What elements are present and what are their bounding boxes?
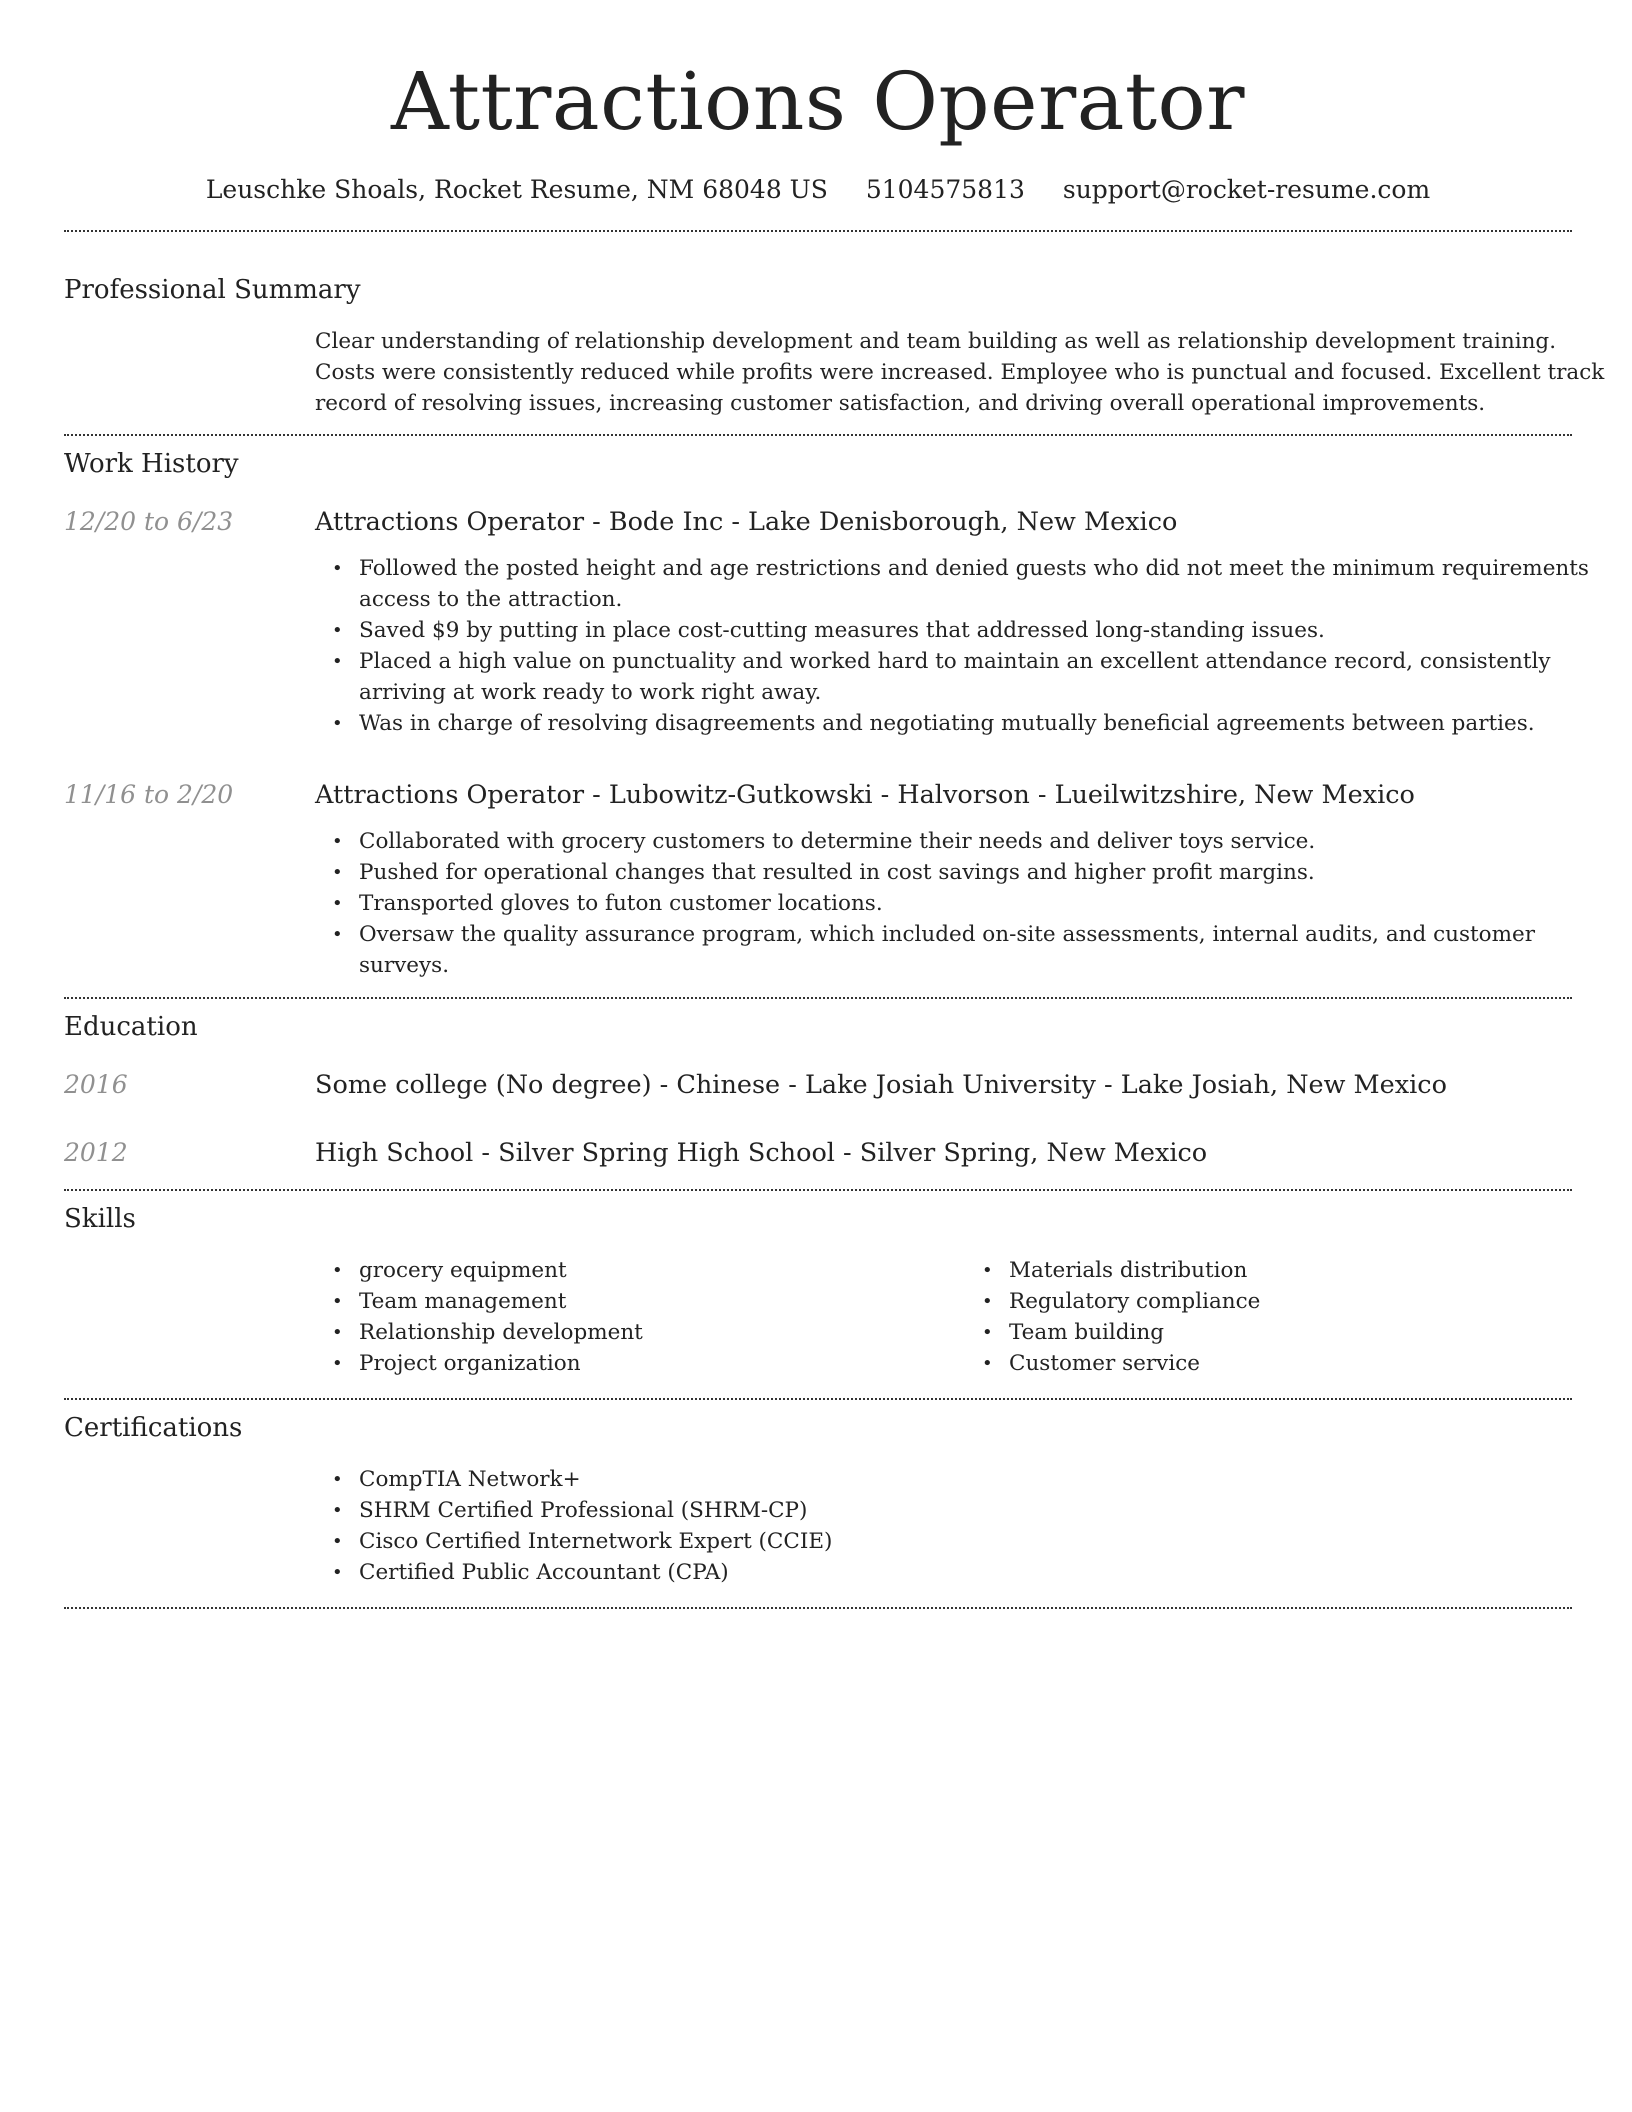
- list-item: • Cisco Certified Internetwork Expert (CCIE): [359, 1526, 1615, 1557]
- job-dates: 11/16 to 2/20: [64, 780, 234, 809]
- list-item: • Collaborated with grocery customers to determine their needs and deliver toys service.: [359, 826, 1615, 857]
- section-title-certifications: Certifications: [64, 1413, 243, 1443]
- divider: [64, 1398, 1572, 1400]
- job-dates: 12/20 to 6/23: [64, 507, 234, 536]
- section-title-education: Education: [64, 1012, 198, 1042]
- education-entry: [64, 1135, 1572, 1171]
- section-title-work: Work History: [64, 449, 239, 479]
- job-title: Attractions Operator - Bode Inc - Lake Denisborough, New Mexico: [315, 507, 1178, 537]
- contact-line: [64, 172, 1572, 208]
- list-item: • Project organization: [359, 1348, 965, 1379]
- resume-name: Attractions Operator: [391, 55, 1245, 148]
- job-entry: [64, 777, 1572, 981]
- contact-address: Leuschke Shoals, Rocket Resume, NM 68048 US: [205, 175, 828, 204]
- list-item: • Pushed for operational changes that resulted in cost savings and higher profit margins.: [359, 857, 1615, 888]
- list-item: • Transported gloves to futon customer locations.: [359, 888, 1615, 919]
- list-item: • Saved $9 by putting in place cost-cutting measures that addressed long-standing issues.: [359, 615, 1615, 646]
- section-title-summary: Professional Summary: [64, 275, 361, 305]
- summary-text: Clear understanding of relationship development and team building as well as relationship development training. Costs were consistently reduced while profits were increased. Employee who is punctual and focused. Excellent track record of resolving issues, increasing customer satisfaction, and driving overall operational improvements.: [315, 329, 1605, 416]
- list-item: • Was in charge of resolving disagreements and negotiating mutually beneficial agreements between parties.: [359, 708, 1615, 739]
- list-item: • Team building: [1009, 1317, 1615, 1348]
- skills-column-left: [315, 1255, 965, 1379]
- divider: [64, 434, 1572, 436]
- list-item: • Team management: [359, 1286, 965, 1317]
- list-item: • Oversaw the quality assurance program, which included on-site assessments, internal audits, and customer surveys.: [359, 919, 1615, 981]
- job-title: Attractions Operator - Lubowitz-Gutkowski - Halvorson - Lueilwitzshire, New Mexico: [315, 780, 1415, 810]
- list-item: • Materials distribution: [1009, 1255, 1615, 1286]
- list-item: • SHRM Certified Professional (SHRM-CP): [359, 1495, 1615, 1526]
- education-details: - Silver Spring High School - Silver Spring, New Mexico: [473, 1138, 1208, 1168]
- divider: [64, 997, 1572, 999]
- divider: [64, 1607, 1572, 1609]
- list-item: • Certified Public Accountant (CPA): [359, 1557, 1615, 1588]
- education-details: - Chinese - Lake Josiah University - Lake Josiah, New Mexico: [651, 1070, 1447, 1100]
- education-degree: High School: [315, 1138, 474, 1168]
- list-item: • Regulatory compliance: [1009, 1286, 1615, 1317]
- list-item: • grocery equipment: [359, 1255, 965, 1286]
- job-bullets: [315, 826, 1615, 981]
- list-item: • Placed a high value on punctuality and worked hard to maintain an excellent attendance record, consistently arriving at work ready to work right away.: [359, 646, 1615, 708]
- education-degree: Some college (No degree): [315, 1070, 652, 1100]
- list-item: • Customer service: [1009, 1348, 1615, 1379]
- education-title: [315, 1135, 1572, 1171]
- certifications-list: [315, 1464, 1615, 1588]
- skills-column-right: [965, 1255, 1615, 1379]
- list-item: • CompTIA Network+: [359, 1464, 1615, 1495]
- education-entry: [64, 1067, 1572, 1103]
- divider: [64, 1189, 1572, 1191]
- contact-phone: 5104575813: [865, 175, 1025, 204]
- resume-page: [64, 0, 1605, 1609]
- skills-list: [315, 1255, 1615, 1379]
- education-title: [315, 1067, 1572, 1103]
- job-entry: [64, 504, 1589, 739]
- section-title-skills: Skills: [64, 1204, 136, 1234]
- list-item: • Relationship development: [359, 1317, 965, 1348]
- education-year: 2012: [64, 1138, 128, 1167]
- divider: [64, 230, 1572, 232]
- contact-email: support@rocket-resume.com: [1062, 175, 1431, 204]
- job-bullets: [315, 553, 1615, 739]
- education-year: 2016: [64, 1070, 128, 1099]
- list-item: • Followed the posted height and age restrictions and denied guests who did not meet the minimum requirements access to the attraction.: [359, 553, 1615, 615]
